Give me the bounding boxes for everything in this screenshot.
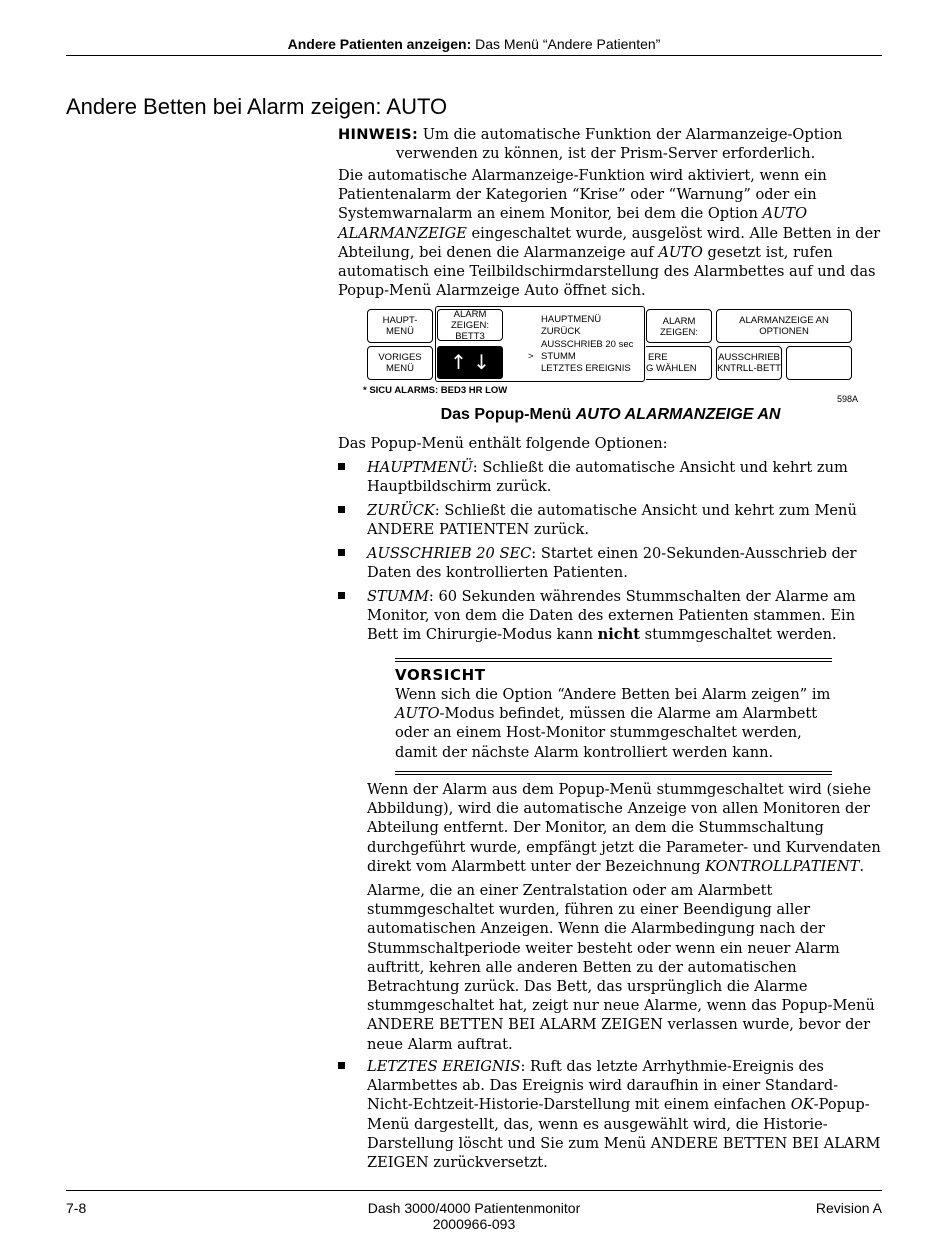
- popup-item-ausschrieb[interactable]: AUSSCHRIEB 20 sec: [541, 338, 634, 350]
- popup-item-zurueck[interactable]: ZURÜCK: [541, 326, 581, 338]
- header-rest: Das Menü “Andere Patienten”: [471, 36, 661, 52]
- alarmanzeige-an-label-2: OPTIONEN: [759, 326, 809, 337]
- note-line1: Um die automatische Funktion der Alarmanzeige-Option: [418, 126, 843, 143]
- bullet-text: : 60 Sekunden währendes Stummschalten der Alarme am Monitor, von dem die Daten des externen Patienten stammen. Ein Bett im Chirurgie-Modus kann: [367, 588, 856, 644]
- ere-waehlen-label-2: G WÄHLEN: [646, 363, 697, 374]
- after1-italic: KONTROLLPATIENT: [705, 857, 860, 875]
- ere-waehlen-button[interactable]: [646, 346, 712, 380]
- bullet-square-icon: [338, 506, 345, 513]
- bullet-term: LETZTES EREIGNIS: [367, 1058, 521, 1075]
- ere-waehlen-label-1: ERE: [648, 352, 668, 363]
- ausschrieb-kntrll-bett-button[interactable]: [716, 346, 782, 380]
- bullet-term: STUMM: [367, 588, 429, 605]
- bullet-square-icon: [338, 592, 345, 599]
- alarm-zeigen-button[interactable]: [646, 309, 712, 343]
- popup-menu-list: [528, 314, 634, 375]
- caution-text: [395, 685, 832, 762]
- arrow-keys-button[interactable]: [437, 346, 503, 379]
- bullet-square-icon: [338, 1062, 345, 1069]
- popup-cursor-icon: >: [528, 350, 534, 362]
- after1-text-1: Wenn der Alarm aus dem Popup-Menü stummgeschaltet wird (siehe Abbildung), wird die automatische Anzeige von allen Monitoren der Abteilung entfernt. Der Monitor, an dem die Stummschaltung durchgeführt wurde, empfängt jetzt die Parameter- und Kurvendaten direkt vom Alarmbett unter der Bezeichnung: [367, 781, 881, 875]
- bullet-bold: nicht: [597, 626, 641, 644]
- haupt-menu-label-1: HAUPT-: [382, 315, 418, 326]
- alarm-zeigen-bett3-label-2: BETT3: [455, 330, 485, 342]
- running-header: [66, 36, 882, 52]
- empty-button[interactable]: [786, 346, 852, 380]
- after1-text-2: .: [859, 857, 865, 875]
- bullet-text: : Startet einen 20-Sekunden-Ausschrieb der Daten des kontrollierten Patienten.: [367, 545, 857, 582]
- footer-product: [274, 1200, 674, 1232]
- popup-item-stumm[interactable]: STUMM: [541, 350, 576, 362]
- bullet-square-icon: [338, 549, 345, 556]
- intro-italic-1: AUTO ALARMANZEIGE: [338, 205, 808, 242]
- caution-italic: AUTO: [395, 705, 440, 723]
- figure-id: 598A: [837, 394, 859, 404]
- bullet-text-2: stummgeschaltet werden.: [640, 626, 837, 644]
- popup-item-letztes-ereignis[interactable]: LETZTES EREIGNIS: [541, 363, 631, 375]
- ausschrieb-label-1: AUSSCHRIEB: [718, 352, 780, 363]
- bullet-text-2: -Popup-Menü dargestellt, das, wenn es ausgewählt wird, die Historie-Darstellung löscht und Sie zum Menü ANDERE BETTEN BEI ALARM ZEIGEN zurückversetzt.: [367, 1096, 881, 1172]
- note-block: [338, 125, 878, 163]
- bullet-square-icon: [338, 463, 345, 470]
- header-rule: [66, 55, 882, 56]
- alarm-zeigen-label: ALARM ZEIGEN:: [659, 316, 698, 338]
- intro-text-1: Die automatische Alarmanzeige-Funktion wird aktiviert, wenn ein Patientenalarm der Kategorien “Krise” oder “Warnung” oder ein Systemwarnalarm an einem Monitor, bei dem die Option: [338, 167, 827, 223]
- note-line2: verwenden zu können, ist der Prism-Server erforderlich.: [396, 145, 816, 163]
- alarm-zeigen-bett3-label-1: ALARM ZEIGEN:: [450, 308, 489, 331]
- page-number: 7-8: [66, 1200, 87, 1216]
- caution-text-2: -Modus befindet, müssen die Alarme am Alarmbett oder an einem Host-Monitor stummgeschaltet werden, damit der nächste Alarm kontrolliert werden kann.: [395, 705, 818, 761]
- alarm-zeigen-bett3-button[interactable]: [437, 309, 503, 341]
- popup-item-stumm-row: [528, 350, 633, 363]
- intro-italic-2: AUTO: [658, 243, 703, 261]
- paragraph-stumm-popup: [367, 780, 883, 876]
- voriges-menu-label-1: VORIGES: [378, 352, 422, 363]
- bullet-text: : Schließt die automatische Ansicht und kehrt zum Hauptbildschirm zurück.: [367, 459, 848, 496]
- caution-text-1: Wenn sich die Option “Andere Betten bei Alarm zeigen” im: [395, 686, 831, 703]
- caption-italic: AUTO ALARMANZEIGE AN: [575, 406, 781, 423]
- caution-top-rule: [395, 658, 832, 662]
- caution-box: [395, 658, 832, 775]
- caution-bottom-rule: [395, 771, 832, 775]
- bullet-term: ZURÜCK: [367, 502, 435, 519]
- footer-doc-number: 2000966-093: [432, 1216, 516, 1232]
- note-label: HINWEIS:: [338, 126, 419, 143]
- bullet-italic: OK: [790, 1096, 814, 1114]
- intro-paragraph: [338, 166, 883, 300]
- bullet-term: AUSSCHRIEB 20 SEC: [367, 545, 532, 562]
- bullet-text: : Schließt die automatische Ansicht und kehrt zum Menü ANDERE PATIENTEN zurück.: [367, 502, 857, 539]
- haupt-menu-button[interactable]: [367, 309, 433, 343]
- figure-caption: [338, 406, 883, 424]
- bullet-term: HAUPTMENÜ: [367, 459, 473, 476]
- section-title: Andere Betten bei Alarm zeigen: AUTO: [66, 94, 448, 119]
- popup-item-hauptmenu[interactable]: HAUPTMENÜ: [541, 314, 602, 325]
- caution-title: VORSICHT: [395, 666, 486, 684]
- header-bold: Andere Patienten anzeigen:: [287, 36, 472, 52]
- intro-text-3: gesetzt ist, rufen automatisch eine Teilbildschirmdarstellung des Alarmbettes auf und das Popup-Menü Alarmzeige Auto öffnet sich.: [338, 243, 876, 300]
- ausschrieb-label-2: KNTRLL-BETT: [717, 363, 781, 374]
- footer-product-name: Dash 3000/4000 Patientenmonitor: [367, 1200, 581, 1216]
- footer-rule: [66, 1190, 882, 1191]
- status-line: * SICU ALARMS: BED3 HR LOW: [363, 385, 508, 396]
- options-intro: Das Popup-Menü enthält folgende Optionen:: [338, 435, 668, 452]
- voriges-menu-label-2: MENÜ: [386, 363, 414, 374]
- haupt-menu-label-2: MENÜ: [386, 326, 414, 337]
- caption-plain: Das Popup-Menü: [440, 406, 576, 423]
- up-down-arrows-icon: ↑ ↓: [450, 350, 490, 374]
- intro-text-2: eingeschaltet wurde, ausgelöst wird. Alle Betten in der Abteilung, bei denen die Alarmanzeige auf: [338, 224, 881, 261]
- paragraph-alarme: Alarme, die an einer Zentralstation oder am Alarmbett stummgeschaltet wurden, führen zu einer Beendigung aller automatischen Anzeigen. Wenn die Alarmbedingung nach der Stummschaltperiode weiter besteht oder wenn ein neuer Alarm auftritt, kehren alle anderen Betten zu der automatischen Betrachtung zurück. Das Bett, das ursprünglich die Alarme stummgeschaltet hat, zeigt nur neue Alarme, wenn das Popup-Menü ANDERE BETTEN BEI ALARM ZEIGEN verlassen wurde, bevor der neue Alarm auftrat.: [367, 882, 875, 1053]
- bullet-text: : Ruft das letzte Arrhythmie-Ereignis des Alarmbettes ab. Das Ereignis wird daraufhin in einer Standard-Nicht-Echtzeit-Historie-Darstellung mit einem einfachen: [367, 1058, 839, 1114]
- alarmanzeige-an-button[interactable]: [716, 309, 852, 343]
- auto-alarmanzeige-popup: [435, 306, 645, 382]
- voriges-menu-button[interactable]: [367, 346, 433, 380]
- footer-revision: Revision A: [815, 1200, 882, 1216]
- alarmanzeige-an-label-1: ALARMANZEIGE AN: [739, 315, 829, 326]
